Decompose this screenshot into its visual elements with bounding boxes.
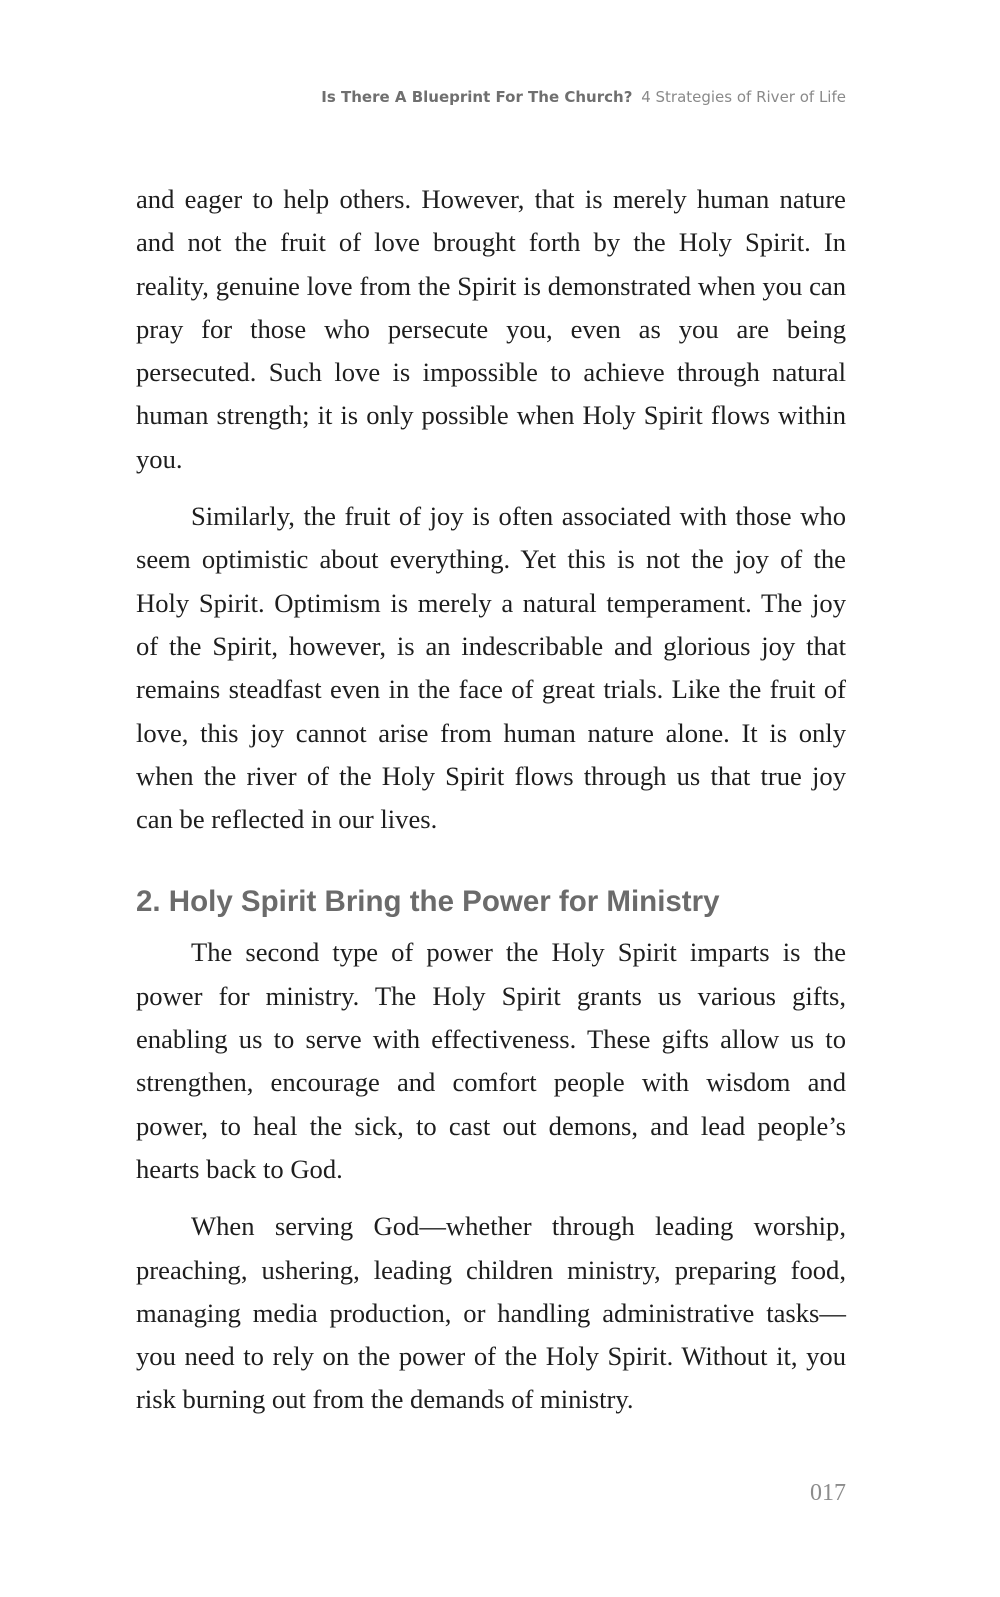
book-title: Is There A Blueprint For The Church? [321, 88, 633, 106]
running-header [136, 86, 846, 108]
body-paragraph: Similarly, the fruit of joy is often associated with those who seem optimistic about everything. Yet this is not the joy of the Holy Spirit. Optimism is merely a natural temperament. The joy of the Spirit, however, is an indescribable and glorious joy that remains steadfast even in the face of great trials. Like the fruit of love, this joy cannot arise from human nature alone. It is only when the river of the Holy Spirit flows through us that true joy can be reflected in our lives. [136, 501, 846, 835]
body-paragraph: and eager to help others. However, that is merely human nature and not the fruit of love brought forth by the Holy Spirit. In reality, genuine love from the Spirit is demonstrated when you can pray for those who persecute you, even as you are being persecuted. Such love is impossible to achieve through natural human strength; it is only possible when Holy Spirit flows within you. [136, 184, 846, 474]
page-number: 017 [810, 1480, 846, 1506]
section-heading: 2. Holy Spirit Bring the Power for Ministry [136, 885, 720, 919]
body-paragraph: When serving God—whether through leading worship, preaching, ushering, leading children ministry, preparing food, managing media production, or handling administrative tasks—you need to rely on the power of the Holy Spirit. Without it, you risk burning out from the demands of ministry. [136, 1211, 846, 1415]
chapter-title: 4 Strategies of River of Life [641, 88, 846, 106]
page-body [136, 178, 846, 1422]
body-paragraph: The second type of power the Holy Spirit imparts is the power for ministry. The Holy Spirit grants us various gifts, enabling us to serve with effectiveness. These gifts allow us to strengthen, encourage and comfort people with wisdom and power, to heal the sick, to cast out demons, and lead people’s hearts back to God. [136, 937, 846, 1184]
